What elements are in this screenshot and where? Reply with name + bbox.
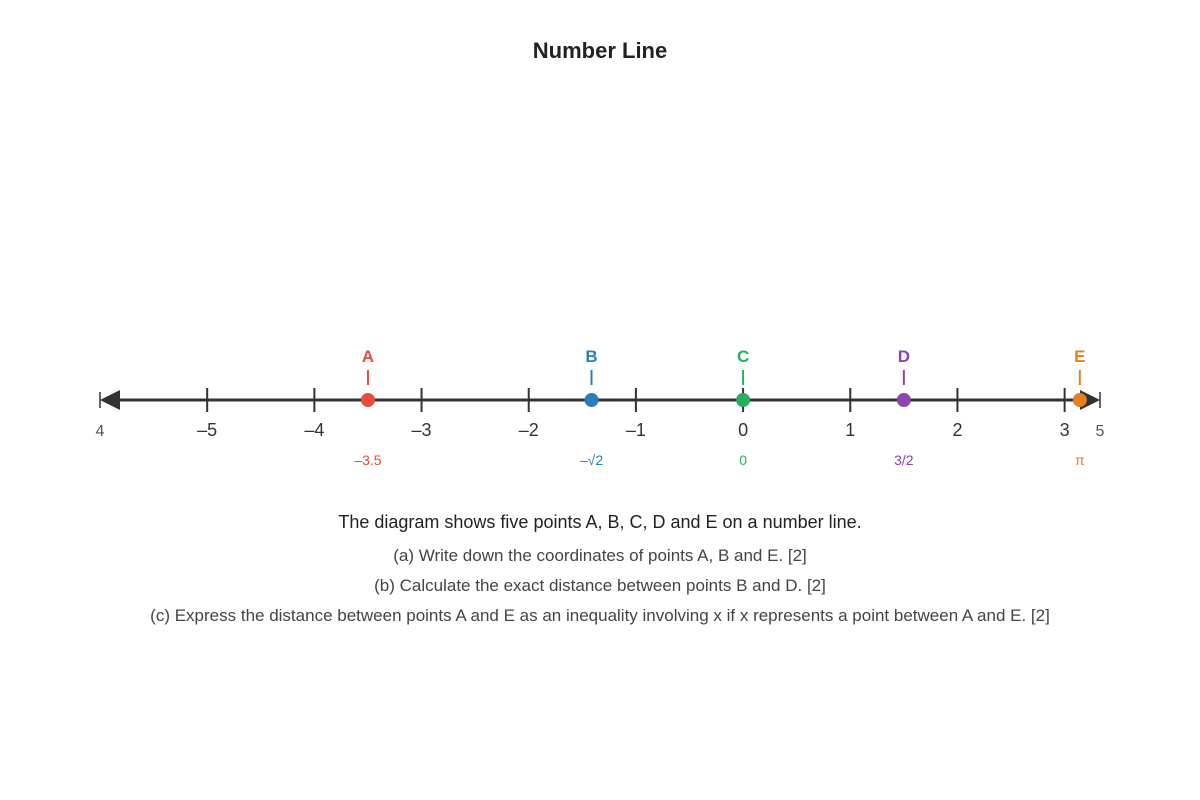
point-a-letter: A — [361, 347, 375, 366]
tick-label: –3 — [411, 420, 432, 440]
point-a-value-label: –3.5 — [354, 452, 382, 468]
tick-label: 1 — [845, 420, 856, 440]
point-b-letter: B — [585, 347, 598, 366]
question-a: (a) Write down the coordinates of points A, B and E. [2] — [393, 546, 807, 565]
point-d-value-label: 3/2 — [894, 452, 914, 468]
point-e-value-label: π — [1074, 452, 1085, 468]
tick-label: 4 — [95, 423, 105, 440]
question-b: (b) Calculate the exact distance between points B and D. [2] — [374, 576, 826, 595]
point-d-dot — [897, 393, 911, 407]
tick-label: 0 — [738, 420, 749, 440]
tick-label: –5 — [197, 420, 218, 440]
point-d-letter: D — [897, 347, 910, 366]
diagram-title: Number Line — [532, 38, 668, 63]
tick-label: –1 — [625, 420, 646, 440]
point-c-letter: C — [736, 347, 750, 366]
question-c: (c) Express the distance between points A and E as an inequality involving x if x represents a point between A and E. [2] — [150, 606, 1050, 625]
tick-label: –4 — [304, 420, 325, 440]
question-intro: The diagram shows five points A, B, C, D and E on a number line. — [338, 512, 862, 532]
point-c-value-label: 0 — [739, 452, 747, 468]
point-b-dot — [585, 393, 599, 407]
question-block — [0, 512, 1200, 636]
point-c-dot — [736, 393, 750, 407]
tick-label: 5 — [1095, 423, 1105, 440]
tick-label: 2 — [952, 420, 963, 440]
point-e-dot — [1073, 393, 1087, 407]
left-arrowhead — [100, 390, 120, 410]
tick-label: –2 — [518, 420, 539, 440]
point-b-value-label: –√2 — [579, 452, 604, 468]
point-e-letter: E — [1074, 347, 1086, 366]
point-a-dot — [361, 393, 375, 407]
tick-label: 3 — [1059, 420, 1070, 440]
